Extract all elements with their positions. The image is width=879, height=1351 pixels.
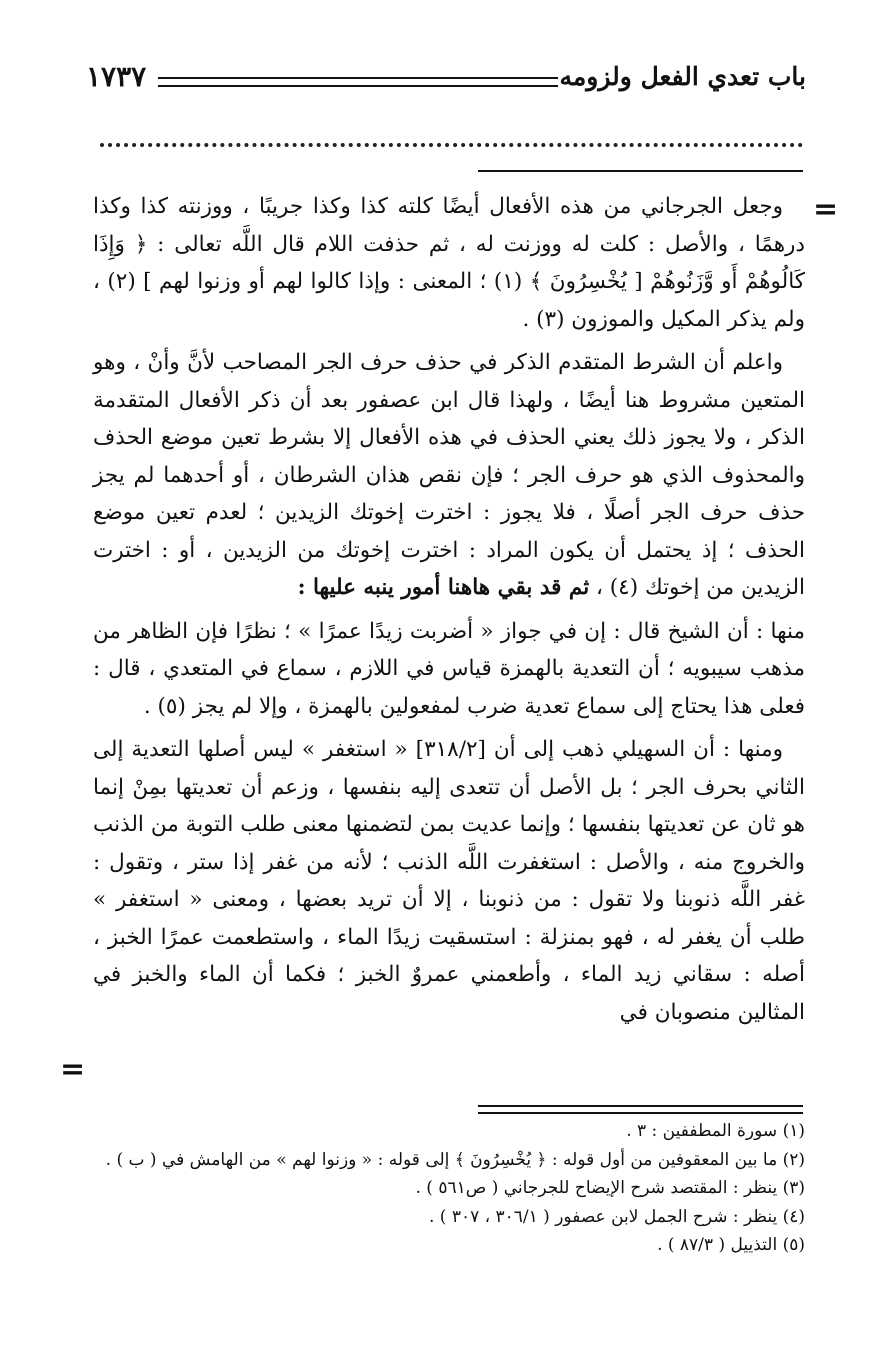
footnote-1: (١) سورة المطففين : ٣ .: [626, 1121, 805, 1141]
footnote-3: (٣) ينظر : المقتصد شرح الإيضاح للجرجاني ( ص٥٦١ ) .: [415, 1178, 805, 1198]
header-double-rule: [158, 77, 558, 87]
footnote-4: (٤) ينظر : شرح الجمل لابن عصفور ( ٣٠٦/١ ، ٣٠٧ ) .: [428, 1206, 805, 1227]
dotted-separator: [100, 143, 803, 147]
footnote-rule: [478, 1105, 803, 1114]
paragraph-3: منها : أن الشيخ قال : إن في جواز « أضربت زيدًا عمرًا » ؛ نظرًا فإن الظاهر من مذهب سيبويه ؛ أن التعدية بالهمزة قياس في اللازم ، سماع في المتعدي ، قال : فعلى هذا يحتاج إلى سماع تعدية ضرب لمفعولين بالهمزة ، وإلا لم يجز (٥) .: [93, 618, 805, 719]
main-text: [93, 188, 805, 1037]
paragraph-1: وجعل الجرجاني من هذه الأفعال أيضًا كلته كذا وكذا جريبًا ، ووزنته كذا وكذا درهمًا ، والأصل : كلت له ووزنت له ، ثم حذفت اللام قال اللَّه تعالى : ﴿ وَإِذَا كَالُوهُمْ أَو وَّزَنُوهُمْ [ يُخْسِرُونَ ﴾ (١) ؛ المعنى : وإذا كالوا لهم أو وزنوا لهم ] (٢) ، ولم يذكر المكيل والموزون (٣) .: [93, 194, 805, 332]
paragraph-2-text: واعلم أن الشرط المتقدم الذكر في حذف حرف الجر المصاحب لأنَّ وأنْ ، وهو المتعين مشروط هنا أيضًا ، ولهذا قال ابن عصفور بعد أن ذكر الأفعال المتقدمة الذكر ، ولا يجوز ذلك يعني الحذف في هذه الأفعال إلا بشرط تعين موضع الحذف والمحذوف الذي هو حرف الجر ؛ فإن نقص هذان الشرطان ، أو أحدهما لم يجز حذف حرف الجر أصلًا ، فلا يجوز : اخترت إخوتك الزيدين ؛ لعدم تعين موضع الحذف ؛ إذ يحتمل أن يكون المراد : اخترت إخوتك من الزيدين ، أو : اخترت الزيدين من إخوتك (٤) ،: [93, 350, 805, 600]
paragraph-2: [93, 344, 805, 607]
footnote-5: (٥) التذييل ( ٨٧/٣ ) .: [657, 1235, 805, 1255]
section-rule: [478, 170, 803, 172]
page-number: ١٧٣٧: [86, 60, 147, 93]
footnote-2: (٢) ما بين المعقوفين من أول قوله : ﴿ يُخْسِرُونَ ﴾ إلى قوله : « وزنوا لهم » من الهامش في ( ب ) .: [105, 1149, 805, 1170]
paragraph-4: ومنها : أن السهيلي ذهب إلى أن [٣١٨/٢] « استغفر » ليس أصلها التعدية إلى الثاني بحرف الجر ؛ بل الأصل أن تتعدى إليه بنفسها ، وزعم أن تعديتها بمِنْ إنما هو ثان عن تعديتها بنفسها ؛ وإنما عديت بمن لتضمنها معنى طلب التوبة من الذنب والخروج منه ، والأصل : استغفرت اللَّه الذنب ؛ لأنه من غفر إذا ستر ، وتقول : غفر اللَّه ذنوبنا ولا تقول : من ذنوبنا ، إلا أن تريد بعضها ، ومعنى « استغفر » طلب أن يغفر له ، فهو بمنزلة : استسقيت زيدًا الماء ، واستطعمت عمرًا الخبز ، أصله : سقاني زيد الماء ، وأطعمني عمروٌ الخبز ؛ فكما أن الماء والخبز في المثالين منصوبان في: [93, 737, 805, 1025]
footnotes: [105, 1117, 805, 1260]
paragraph-2-bold: ثم قد بقي هاهنا أمور ينبه عليها :: [297, 575, 590, 600]
page-header: [86, 60, 806, 100]
continuation-mark-bottom: =: [60, 1052, 86, 1087]
continuation-mark-top: =: [813, 192, 839, 227]
running-title: باب تعدي الفعل ولزومه: [559, 62, 806, 91]
